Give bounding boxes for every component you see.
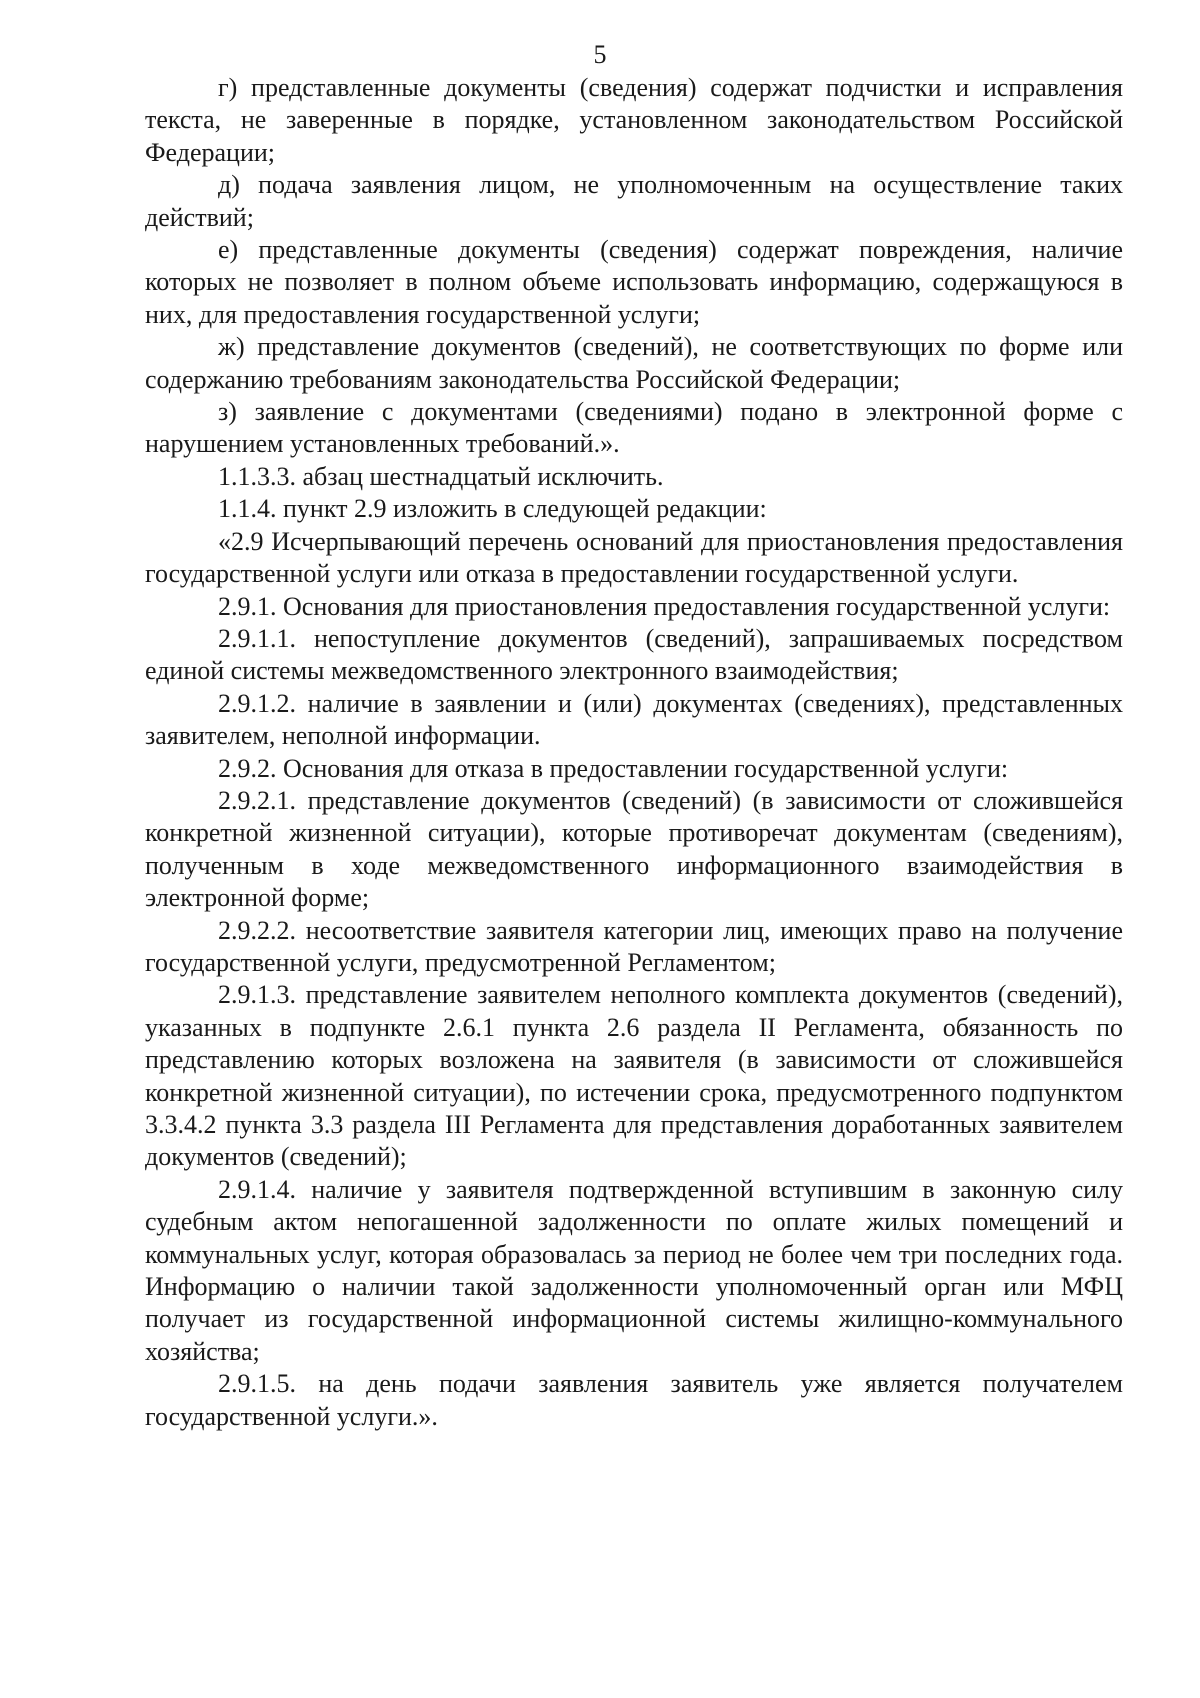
paragraph-zh-subitem: ж) представление документов (сведений), не соответствующих по форме или содержанию требованиям законодательства Российской Федерации; (145, 332, 1123, 394)
paragraph-2-9-2: 2.9.2. Основания для отказа в предоставлении государственной услуги: (218, 753, 1009, 783)
document-body (145, 72, 1123, 1433)
paragraph-1-1-3-3: 1.1.3.3. абзац шестнадцатый исключить. (218, 461, 664, 491)
page-number: 5 (593, 40, 607, 69)
paragraph-2-9-2-2: 2.9.2.2. несоответствие заявителя категории лиц, имеющих право на получение государственной услуги, предусмотренной Регламентом; (145, 915, 1123, 977)
paragraph-2-9-1-3: 2.9.1.3. представление заявителем неполного комплекта документов (сведений), указанных в подпункте 2.6.1 пункта 2.6 раздела II Регламента, обязанность по представлению которых возложена на заявителя (в зависимости от сложившейся конкретной жизненной ситуации), по истечении срока, предусмотренного подпунктом 3.3.4.2 пункта 3.3 раздела III Регламента для представления доработанных заявителем документов (сведений); (145, 980, 1123, 1172)
paragraph-2-9-1-4: 2.9.1.4. наличие у заявителя подтвержденной вступившим в законную силу судебным актом непогашенной задолженности по оплате жилых помещений и коммунальных услуг, которая образовалась за период не более чем три последних года. Информацию о наличии такой задолженности уполномоченный орган или МФЦ получает из государственной информационной системы жилищно-коммунального хозяйства; (145, 1174, 1123, 1366)
paragraph-z-subitem: з) заявление с документами (сведениями) подано в электронной форме с нарушением установленных требований.». (145, 397, 1123, 459)
paragraph-d-subitem: д) подача заявления лицом, не уполномоченным на осуществление таких действий; (145, 170, 1123, 232)
paragraph-2-9-heading: «2.9 Исчерпывающий перечень оснований для приостановления предоставления государственной услуги или отказа в предоставлении государственной услуги. (145, 526, 1123, 589)
paragraph-e-subitem: е) представленные документы (сведения) содержат повреждения, наличие которых не позволяет в полном объеме использовать информацию, содержащуюся в них, для предоставления государственной услуги; (145, 235, 1123, 329)
paragraph-g-subitem: г) представленные документы (сведения) содержат подчистки и исправления текста, не заверенные в порядке, установленном законодательством Российской Федерации; (145, 73, 1123, 167)
paragraph-2-9-1-1: 2.9.1.1. непоступление документов (сведений), запрашиваемых посредством единой системы межведомственного электронного взаимодействия; (145, 623, 1123, 686)
paragraph-2-9-1-5: 2.9.1.5. на день подачи заявления заявитель уже является получателем государственной услуги.». (145, 1369, 1123, 1431)
paragraph-2-9-2-1: 2.9.2.1. представление документов (сведений) (в зависимости от сложившейся конкретной жизненной ситуации), которые противоречат документам (сведениям), полученным в ходе межведомственного информационного взаимодействия в электронной форме; (145, 785, 1123, 913)
paragraph-1-1-4: 1.1.4. пункт 2.9 изложить в следующей редакции: (218, 494, 767, 524)
paragraph-2-9-1: 2.9.1. Основания для приостановления предоставления государственной услуги: (218, 591, 1111, 621)
paragraph-2-9-1-2: 2.9.1.2. наличие в заявлении и (или) документах (сведениях), представленных заявителем, неполной информации. (145, 688, 1123, 751)
